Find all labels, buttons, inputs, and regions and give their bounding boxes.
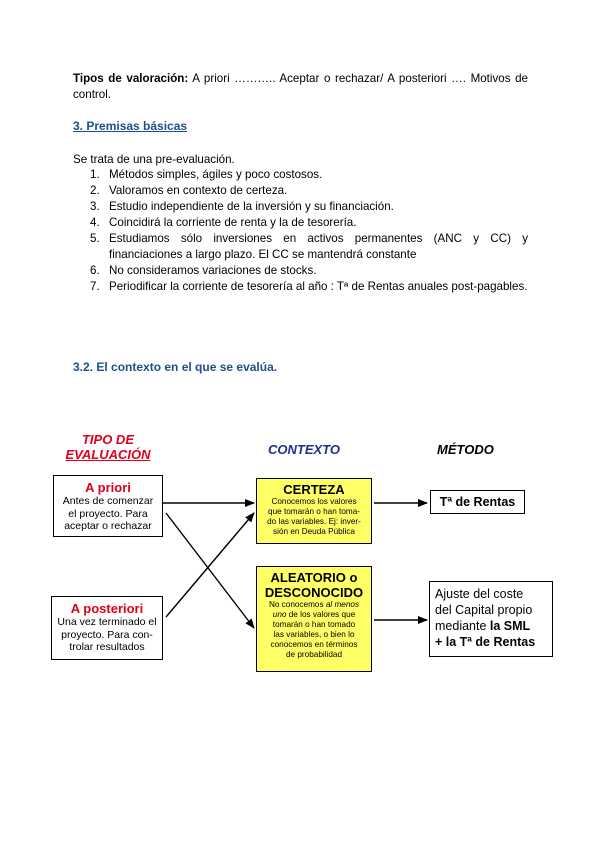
aleatorio-text: No conocemos (268, 600, 326, 609)
certeza-title: CERTEZA (283, 482, 345, 497)
list-number: 7. (90, 280, 100, 293)
arrow-priori-to-aleatorio (166, 513, 254, 628)
list-text: Estudio independiente de la inversión y su financiación. (109, 200, 394, 213)
certeza-line: que tomarán o han toma- (268, 507, 360, 516)
header-tipo-line1: TIPO DE (81, 432, 134, 447)
header-contexto: CONTEXTO (268, 442, 340, 457)
metodo-sml-line: Ajuste del coste (435, 587, 524, 601)
list-text: Periodificar la corriente de tesorería al año : Tª de Rentas anuales post-pagables. (109, 280, 528, 293)
header-metodo: MÉTODO (437, 442, 494, 457)
section-3-intro: Se trata de una pre-evaluación. (73, 153, 235, 166)
aleatorio-emphasis: al menos (325, 600, 360, 609)
list-number: 5. (90, 232, 100, 245)
aleatorio-emphasis: uno (272, 610, 287, 619)
list-number: 3. (90, 200, 100, 213)
a-posteriori-line: proyecto. Para con- (61, 628, 153, 641)
a-priori-title: A priori (85, 480, 131, 495)
a-priori-line: Antes de comenzar (62, 495, 154, 507)
a-priori-line: aceptar o rechazar (64, 520, 152, 532)
section-3-heading: 3. Premisas básicas (73, 119, 188, 133)
list-number: 2. (90, 184, 100, 197)
list-number: 4. (90, 216, 100, 229)
metodo-sml-text: mediante (435, 619, 490, 633)
list-text: Coincidirá la corriente de renta y la de tesorería. (109, 216, 357, 229)
aleatorio-line: tomarán o han tomado (272, 620, 356, 629)
metodo-renta-text: Tª de Rentas (439, 495, 516, 509)
aleatorio-title-line2: DESCONOCIDO (264, 585, 364, 600)
a-priori-line: el proyecto. Para (68, 507, 148, 520)
list-text: Estudiamos sólo inversiones en activos permanentes (ANC y CC) y financiaciones a largo plazo. El CC se mantendrá constante (109, 232, 528, 261)
certeza-line: Conocemos los valores (271, 497, 357, 506)
list-text: Valoramos en contexto de certeza. (109, 184, 288, 197)
metodo-sml-line: del Capital propio (435, 603, 533, 617)
section-3-2-heading: 3.2. El contexto en el que se evalúa. (73, 360, 278, 374)
certeza-line: do las variables. Ej: inver- (267, 517, 361, 526)
a-posteriori-title: A posteriori (70, 601, 144, 616)
aleatorio-title-line1: ALEATORIO o (270, 570, 358, 585)
list-text: Métodos simples, ágiles y poco costosos. (109, 168, 323, 181)
a-posteriori-line: trolar resultados (69, 641, 145, 653)
arrow-posteriori-to-certeza (166, 513, 254, 617)
aleatorio-line: de probabilidad (286, 650, 342, 659)
aleatorio-text: de los valores que (286, 610, 356, 619)
metodo-sml-bold: la SML (489, 619, 531, 633)
certeza-line: sión en Deuda Pública (273, 527, 355, 536)
header-tipo-line2: EVALUACIÓN (65, 447, 151, 462)
aleatorio-line: conocemos en términos (270, 640, 358, 649)
valuation-types-text: A priori ……….. Aceptar o rechazar/ A posteriori …. Motivos de control. (73, 72, 529, 101)
list-text: No consideramos variaciones de stocks. (109, 264, 317, 277)
valuation-types-label: Tipos de valoración: (73, 72, 189, 85)
aleatorio-line: las variables, o bien lo (273, 630, 355, 639)
list-number: 1. (90, 168, 100, 181)
a-posteriori-line: Una vez terminado el (57, 616, 157, 628)
metodo-sml-line: + la Tª de Rentas (435, 635, 536, 649)
list-number: 6. (90, 264, 100, 277)
